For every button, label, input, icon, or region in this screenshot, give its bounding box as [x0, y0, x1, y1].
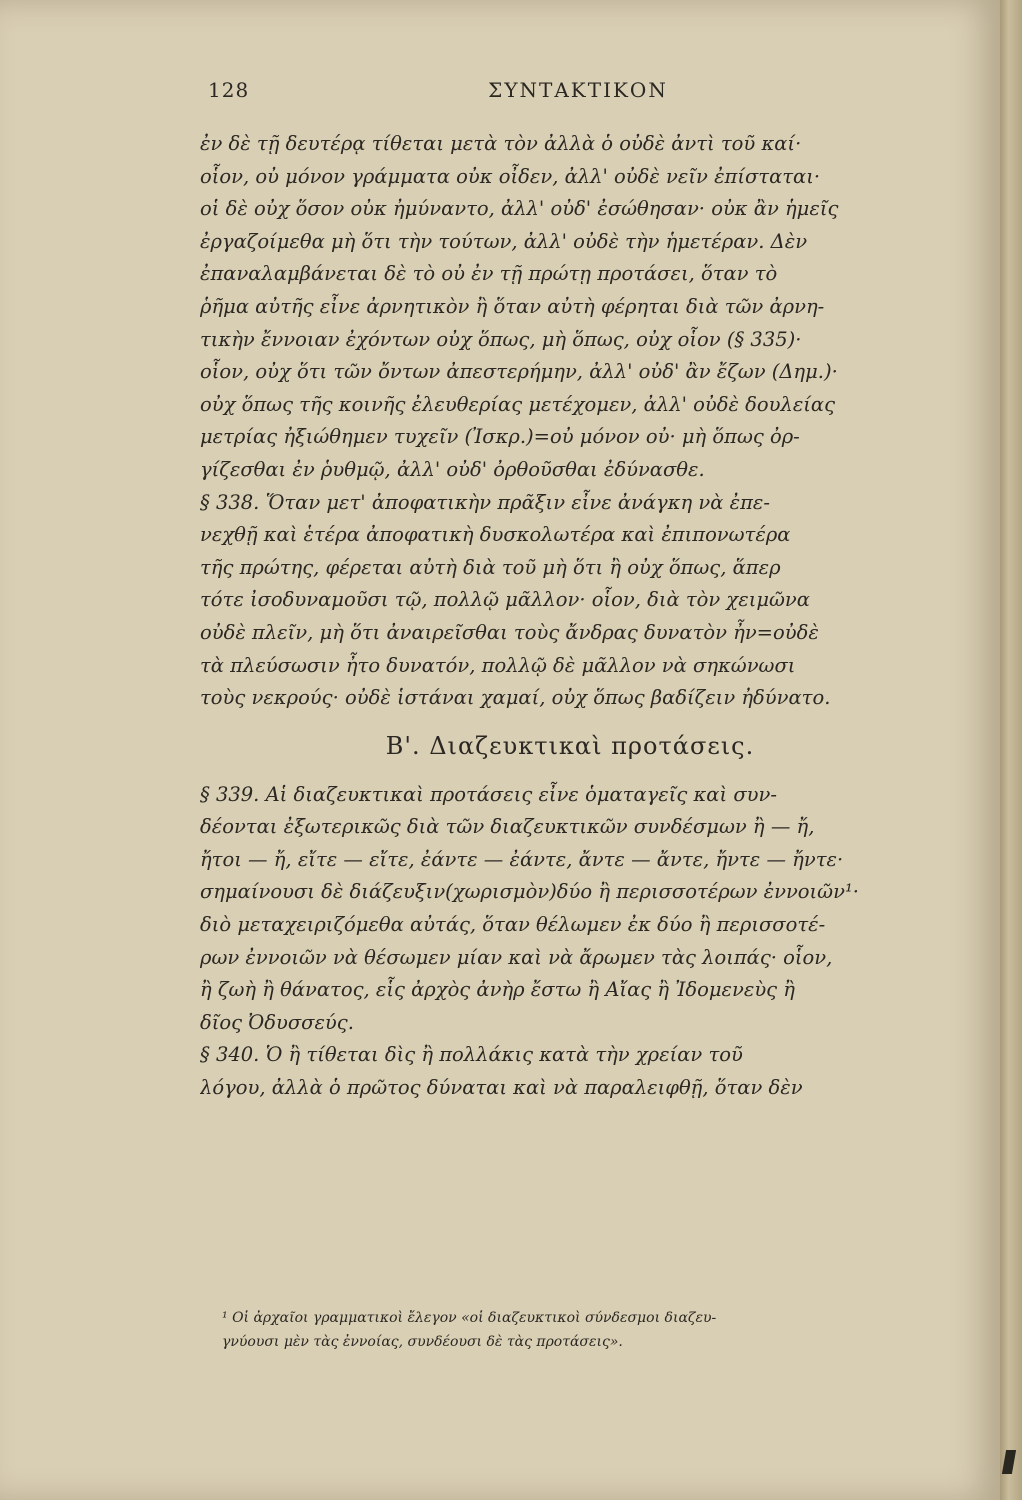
text-line: οἷον, οὐ μόνον γράμματα οὐκ οἶδεν, ἀλλ' οὐδὲ νεῖν ἐπίσταται· [200, 164, 821, 188]
text-line: οὐχ ὅπως τῆς κοινῆς ἐλευθερίας μετέχομεν, ἀλλ' οὐδὲ δουλείας [200, 392, 836, 416]
text-line: τῆς πρώτης, φέρεται αὐτὴ διὰ τοῦ μὴ ὅτι ἢ οὐχ ὅπως, ἅπερ [200, 555, 781, 579]
text-line: § 338. Ὅταν μετ' ἀποφατικὴν πρᾶξιν εἶνε ἀνάγκη νὰ ἐπε- [200, 490, 770, 514]
text-line: τότε ἰσοδυναμοῦσι τῷ, πολλῷ μᾶλλον· οἷον, διὰ τὸν χειμῶνα [200, 588, 810, 612]
footnote-line: γνύουσι μὲν τὰς ἐννοίας, συνδέουσι δὲ τὰς προτάσεις». [222, 1334, 623, 1350]
text-line: λόγου, ἀλλὰ ὁ πρῶτος δύναται καὶ νὰ παραλειφθῇ, ὅταν δὲν [200, 1076, 803, 1100]
text-line: τοὺς νεκρούς· οὐδὲ ἱστάναι χαμαί, οὐχ ὅπως βαδίζειν ἠδύνατο. [200, 686, 831, 710]
text-line: νεχθῇ καὶ ἑτέρα ἀποφατικὴ δυσκολωτέρα καὶ ἐπιπονωτέρα [200, 523, 791, 547]
text-line: ἐπαναλαμβάνεται δὲ τὸ οὐ ἐν τῇ πρώτῃ προτάσει, ὅταν τὸ [200, 262, 778, 286]
text-line: διὸ μεταχειριζόμεθα αὐτάς, ὅταν θέλωμεν ἐκ δύο ἢ περισσοτέ- [200, 913, 826, 937]
text-line: § 340. Ὁ ἢ τίθεται δὶς ἢ πολλάκις κατὰ τὴν χρείαν τοῦ [200, 1043, 743, 1067]
text-line: ἤτοι — ἤ, εἴτε — εἴτε, ἐάντε — ἐάντε, ἄντε — ἄντε, ἤντε — ἤντε· [200, 847, 844, 871]
text-line: δέονται ἐξωτερικῶς διὰ τῶν διαζευκτικῶν συνδέσμων ἢ — ἤ, [200, 815, 815, 839]
text-line: ῥῆμα αὐτῆς εἶνε ἀρνητικὸν ἢ ὅταν αὐτὴ φέρηται διὰ τῶν ἀρνη- [200, 294, 825, 318]
text-line: ἐργαζοίμεθα μὴ ὅτι τὴν τούτων, ἀλλ' οὐδὲ τὴν ἡμετέραν. Δὲν [200, 229, 808, 253]
header-title: ΣΥΝΤΑΚΤΙΚΟΝ [488, 78, 668, 102]
text-line: ἢ ζωὴ ἢ θάνατος, εἷς ἀρχὸς ἀνὴρ ἔστω ἢ Αἴας ἢ Ἰδομενεὺς ἢ [200, 978, 795, 1002]
text-line: μετρίας ἠξιώθημεν τυχεῖν (Ἰσκρ.)=οὐ μόνον οὐ· μὴ ὅπως ὀρ- [200, 425, 800, 449]
body-text [200, 128, 940, 1105]
section-heading: Β'. Διαζευκτικαὶ προτάσεις. [385, 731, 755, 760]
page-edge [1000, 0, 1022, 1500]
text-line: οἱ δὲ οὐχ ὅσον οὐκ ἠμύναντο, ἀλλ' οὐδ' ἐσώθησαν· οὐκ ἂν ἡμεῖς [200, 197, 839, 221]
running-head [208, 78, 948, 108]
text-line: οὐδὲ πλεῖν, μὴ ὅτι ἀναιρεῖσθαι τοὺς ἄνδρας δυνατὸν ἦν=οὐδὲ [200, 620, 819, 644]
text-line: οἷον, οὐχ ὅτι τῶν ὄντων ἀπεστερήμην, ἀλλ' οὐδ' ἂν ἔζων (Δημ.)· [200, 360, 838, 384]
text-line: § 339. Αἱ διαζευκτικαὶ προτάσεις εἶνε ὁματαγεῖς καὶ συν- [200, 782, 777, 806]
text-line: τὰ πλεύσωσιν ἦτο δυνατόν, πολλῷ δὲ μᾶλλον νὰ σηκώνωσι [200, 653, 796, 677]
page-number: 128 [208, 78, 250, 102]
text-line: ρων ἐννοιῶν νὰ θέσωμεν μίαν καὶ νὰ ἄρωμεν τὰς λοιπάς· οἷον, [200, 945, 833, 969]
text-line: γίζεσθαι ἐν ῥυθμῷ, ἀλλ' οὐδ' ὀρθοῦσθαι ἐδύνασθε. [200, 457, 705, 481]
text-line: τικὴν ἔννοιαν ἐχόντων οὐχ ὅπως, μὴ ὅπως, οὐχ οἷον (§ 335)· [200, 327, 802, 351]
text-line: ἐν δὲ τῇ δευτέρᾳ τίθεται μετὰ τὸν ἀλλὰ ὁ οὐδὲ ἀντὶ τοῦ καί· [200, 132, 802, 155]
footnotes [222, 1306, 942, 1354]
edge-mark [1002, 1450, 1016, 1474]
text-line: δῖος Ὀδυσσεύς. [200, 1010, 354, 1034]
footnote-line: ¹ Οἱ ἀρχαῖοι γραμματικοὶ ἔλεγον «οἱ διαζευκτικοὶ σύνδεσμοι διαζευ- [222, 1310, 717, 1326]
text-line: σημαίνουσι δὲ διάζευξιν(χωρισμὸν)δύο ἢ περισσοτέρων ἐννοιῶν¹· [200, 880, 859, 904]
